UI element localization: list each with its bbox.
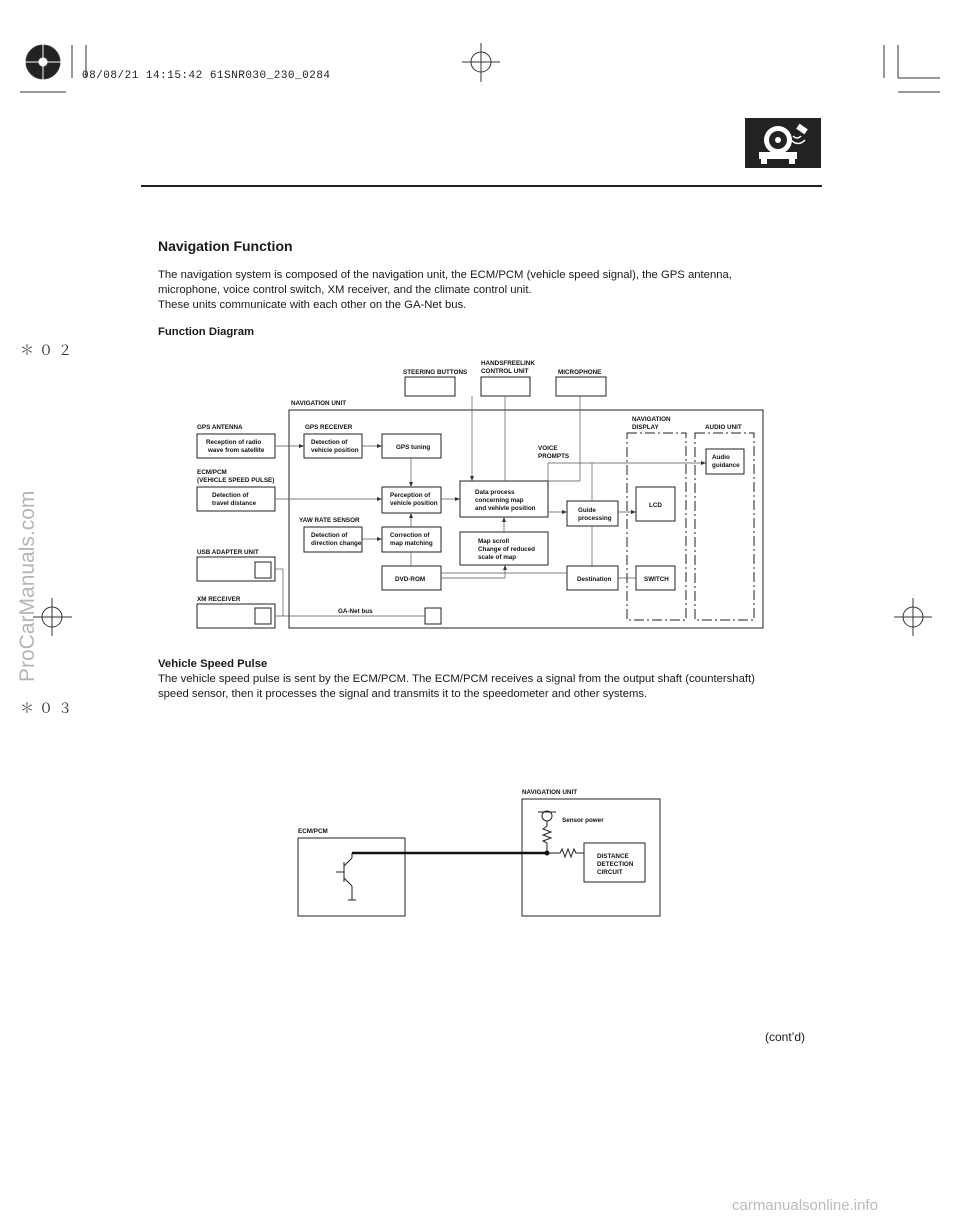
vsp-line-1: The vehicle speed pulse is sent by the ECM/PCM. The ECM/PCM receives a signal from the output shaft (countershaft)	[158, 673, 755, 685]
block-detection-direction-2: direction change	[311, 540, 362, 547]
circuit-label-distance-1: DISTANCE	[597, 853, 629, 860]
label-microphone: MICROPHONE	[558, 369, 602, 376]
label-xm-receiver: XM RECEIVER	[197, 596, 241, 603]
label-gps-receiver: GPS RECEIVER	[305, 424, 353, 431]
side-watermark: ProCarManuals.com	[16, 490, 39, 682]
circuit-label-distance-2: DETECTION	[597, 861, 634, 868]
margin-mark-03: ＊０３	[20, 702, 77, 718]
block-gps-tuning: GPS tuning	[396, 444, 431, 451]
label-ecm-pcm-2: (VEHICLE SPEED PULSE)	[197, 477, 275, 484]
vehicle-speed-pulse-heading: Vehicle Speed Pulse	[158, 658, 268, 670]
block-guide-2: processing	[578, 515, 612, 522]
label-navigation-display-2: DISPLAY	[632, 424, 659, 431]
function-diagram-heading: Function Diagram	[158, 326, 255, 338]
label-voice-prompts-2: PROMPTS	[538, 453, 570, 460]
block-perception-2: vehicle position	[390, 500, 438, 507]
continued-note: (cont’d)	[765, 1030, 806, 1044]
circuit-label-sensor-power: Sensor power	[562, 817, 604, 824]
block-correction-1: Correction of	[390, 532, 430, 539]
block-map-scroll-2: Change of reduced	[478, 546, 536, 553]
block-lcd: LCD	[649, 502, 662, 509]
label-handsfreelink-2: CONTROL UNIT	[481, 368, 529, 375]
circuit-ecm-pcm-box	[298, 838, 405, 916]
circuit-label-distance-3: CIRCUIT	[597, 869, 623, 876]
label-navigation-display-1: NAVIGATION	[632, 416, 671, 423]
block-destination: Destination	[577, 576, 612, 583]
block-perception-1: Perception of	[390, 492, 431, 499]
block-map-scroll-1: Map scroll	[478, 538, 510, 545]
label-voice-prompts-1: VOICE	[538, 445, 558, 452]
block-map-scroll-3: scale of map	[478, 554, 517, 561]
block-detection-vehicle-2: vehicle position	[311, 447, 359, 454]
label-handsfreelink-1: HANDSFREELINK	[481, 360, 535, 367]
block-detection-direction-1: Detection of	[311, 532, 348, 539]
label-steering-buttons: STEERING BUTTONS	[403, 369, 468, 376]
circuit-label-ecm-pcm: ECM/PCM	[298, 828, 328, 835]
block-correction-2: map matching	[390, 540, 433, 547]
label-ga-net-bus: GA-Net bus	[338, 608, 373, 615]
footer-watermark: carmanualsonline.info	[732, 1197, 878, 1214]
label-gps-antenna: GPS ANTENNA	[197, 424, 243, 431]
label-ecm-pcm-1: ECM/PCM	[197, 469, 227, 476]
block-dvd-rom: DVD-ROM	[395, 576, 426, 583]
block-detection-vehicle-1: Detection of	[311, 439, 348, 446]
intro-line-3: These units communicate with each other on the GA-Net bus.	[158, 299, 467, 311]
block-audio-guidance-2: guidance	[712, 462, 740, 469]
block-data-process-2: concerning map	[475, 497, 524, 504]
circuit-label-navigation-unit: NAVIGATION UNIT	[522, 789, 578, 796]
label-navigation-unit: NAVIGATION UNIT	[291, 400, 347, 407]
block-data-process-3: and vehivle position	[475, 505, 536, 512]
vsp-line-2: speed sensor, then it processes the signal and transmits it to the speedometer and other systems.	[158, 688, 648, 700]
print-stamp: 08/08/21 14:15:42 61SNR030_230_0284	[82, 70, 331, 82]
block-detection-travel-2: travel distance	[212, 500, 257, 507]
block-reception-2: wave from satellite	[208, 447, 265, 454]
block-detection-travel-1: Detection of	[212, 492, 249, 499]
block-data-process-1: Data process	[475, 489, 515, 496]
intro-line-2: microphone, voice control switch, XM receiver, and the climate control unit.	[158, 284, 532, 296]
block-guide-1: Guide	[578, 507, 596, 514]
label-yaw-rate-sensor: YAW RATE SENSOR	[299, 517, 360, 524]
margin-mark-02: ＊０２	[20, 344, 77, 360]
block-reception-1: Reception of radio	[206, 439, 262, 446]
label-usb-adapter-unit: USB ADAPTER UNIT	[197, 549, 259, 556]
block-switch: SWITCH	[644, 576, 669, 583]
intro-line-1: The navigation system is composed of the navigation unit, the ECM/PCM (vehicle speed signal), the GPS antenna,	[158, 269, 732, 281]
label-audio-unit: AUDIO UNIT	[705, 424, 742, 431]
page-title: Navigation Function	[158, 238, 293, 254]
block-audio-guidance-1: Audio	[712, 454, 730, 461]
